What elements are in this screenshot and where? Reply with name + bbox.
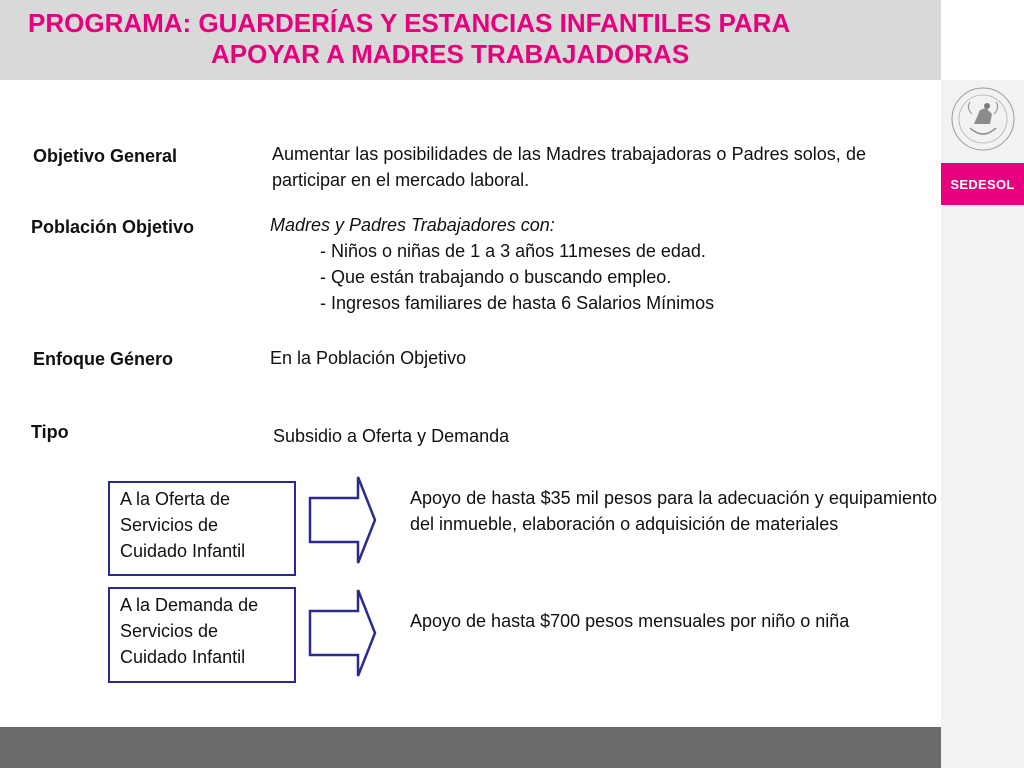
sedesol-logo: SEDESOL — [941, 163, 1024, 205]
tipo-label: Tipo — [31, 422, 69, 442]
poblacion-item: - Ingresos familiares de hasta 6 Salarios Mínimos — [320, 293, 715, 313]
demanda-box: A la Demanda de Servicios de Cuidado Infantil — [108, 587, 296, 683]
slide-title-line-1: PROGRAMA: GUARDERÍAS Y ESTANCIAS INFANTILES PARA — [28, 8, 791, 38]
demanda-description: Apoyo de hasta $700 pesos mensuales por niño o niña — [410, 611, 850, 631]
poblacion-text — [270, 212, 870, 316]
arrow-right-icon — [308, 588, 378, 678]
footer-band — [0, 727, 941, 768]
oferta-description: Apoyo de hasta $35 mil pesos para la adecuación y equipamiento del inmueble, elaboración o adquisición de materiales — [410, 488, 937, 534]
poblacion-item: - Que están trabajando o buscando empleo. — [320, 267, 672, 287]
enfoque-label: Enfoque Género — [33, 349, 174, 369]
national-seal-logo — [950, 84, 1016, 154]
poblacion-item: - Niños o niñas de 1 a 3 años 11meses de edad. — [320, 241, 706, 261]
objetivo-text: Aumentar las posibilidades de las Madres trabajadoras o Padres solos, de participar en el mercado laboral. — [272, 144, 866, 190]
oferta-box: A la Oferta de Servicios de Cuidado Infantil — [108, 481, 296, 576]
poblacion-label: Población Objetivo — [31, 217, 195, 237]
arrow-right-icon — [308, 475, 378, 565]
tipo-text: Subsidio a Oferta y Demanda — [273, 426, 510, 446]
slide-title-line-2: APOYAR A MADRES TRABAJADORAS — [211, 39, 690, 69]
side-top — [941, 0, 1024, 80]
slide-title — [0, 8, 941, 70]
enfoque-text: En la Población Objetivo — [270, 348, 467, 368]
objetivo-label: Objetivo General — [33, 146, 178, 166]
poblacion-intro: Madres y Padres Trabajadores con: — [270, 215, 555, 235]
